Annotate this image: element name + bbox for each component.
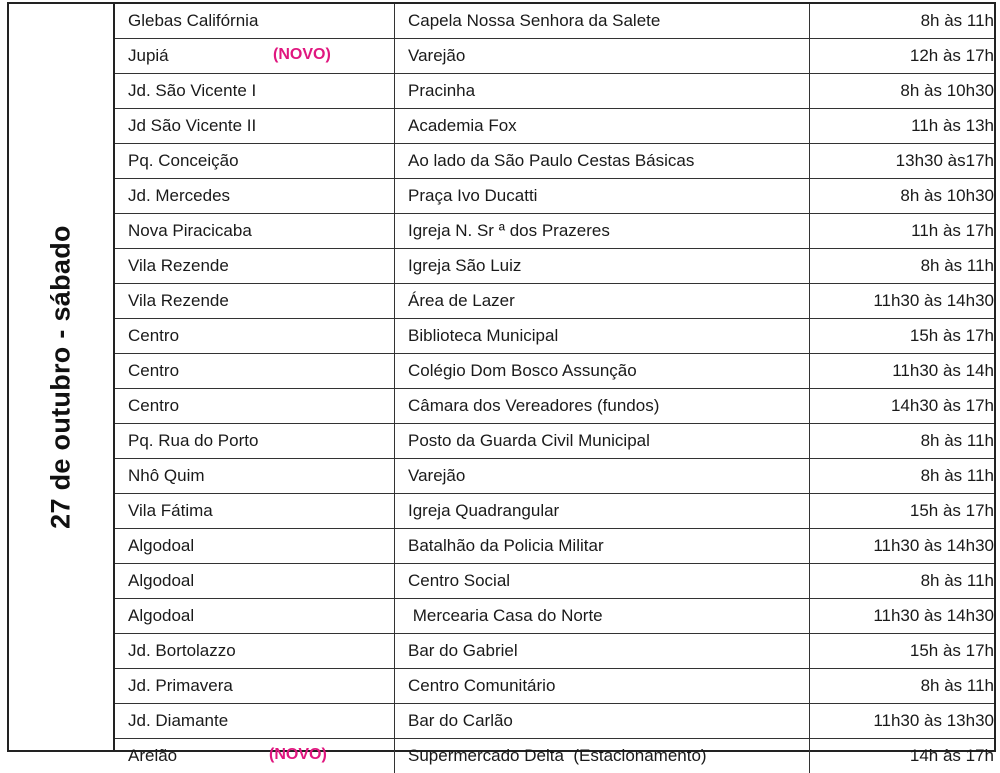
local-cell: Centro Social	[395, 564, 810, 599]
horario-cell: 8h às 11h	[810, 669, 995, 704]
bairro-name: Vila Rezende	[128, 291, 229, 311]
bairro-cell	[115, 669, 395, 704]
bairro-name: Centro	[128, 326, 179, 346]
local-cell: Igreja N. Sr ª dos Prazeres	[395, 214, 810, 249]
table-row	[115, 109, 994, 144]
bairro-cell	[115, 39, 395, 74]
table-row	[115, 389, 994, 424]
bairro-name: Algodoal	[128, 536, 194, 556]
table-row	[115, 354, 994, 389]
bairro-name: Vila Rezende	[128, 256, 229, 276]
bairro-cell	[115, 4, 395, 39]
bairro-cell	[115, 599, 395, 634]
horario-cell: 11h30 às 14h30	[810, 284, 995, 319]
bairro-name: Algodoal	[128, 606, 194, 626]
bairro-cell	[115, 424, 395, 459]
local-cell: Praça Ivo Ducatti	[395, 179, 810, 214]
bairro-name: Nhô Quim	[128, 466, 205, 486]
table-row	[115, 144, 994, 179]
local-cell: Capela Nossa Senhora da Salete	[395, 4, 810, 39]
local-cell: Bar do Gabriel	[395, 634, 810, 669]
bairro-name: Areião	[128, 746, 177, 766]
table-row	[115, 39, 994, 74]
local-cell: Ao lado da São Paulo Cestas Básicas	[395, 144, 810, 179]
bairro-cell	[115, 74, 395, 109]
day-cell	[9, 4, 115, 750]
horario-cell: 15h às 17h	[810, 319, 995, 354]
bairro-cell	[115, 634, 395, 669]
horario-cell: 8h às 11h	[810, 459, 995, 494]
table-row	[115, 669, 994, 704]
bairro-cell	[115, 109, 395, 144]
local-cell: Igreja Quadrangular	[395, 494, 810, 529]
horario-cell: 11h30 às 14h30	[810, 599, 995, 634]
local-cell: Centro Comunitário	[395, 669, 810, 704]
table-row	[115, 284, 994, 319]
bairro-cell	[115, 494, 395, 529]
bairro-cell	[115, 249, 395, 284]
horario-cell: 8h às 10h30	[810, 179, 995, 214]
bairro-cell	[115, 459, 395, 494]
table-row	[115, 4, 994, 39]
horario-cell: 11h às 17h	[810, 214, 995, 249]
horario-cell: 11h30 às 14h	[810, 354, 995, 389]
local-cell: Academia Fox	[395, 109, 810, 144]
local-cell: Câmara dos Vereadores (fundos)	[395, 389, 810, 424]
horario-cell: 11h30 às 13h30	[810, 704, 995, 739]
bairro-name: Centro	[128, 361, 179, 381]
local-cell: Posto da Guarda Civil Municipal	[395, 424, 810, 459]
bairro-cell	[115, 179, 395, 214]
bairro-name: Nova Piracicaba	[128, 221, 252, 241]
local-cell: Varejão	[395, 39, 810, 74]
horario-cell: 8h às 11h	[810, 4, 995, 39]
bairro-name: Jd. Diamante	[128, 711, 228, 731]
bairro-cell	[115, 214, 395, 249]
horario-cell: 8h às 11h	[810, 564, 995, 599]
table-row	[115, 704, 994, 739]
table-row	[115, 459, 994, 494]
bairro-cell	[115, 144, 395, 179]
table-row	[115, 564, 994, 599]
horario-cell: 8h às 10h30	[810, 74, 995, 109]
bairro-name: Algodoal	[128, 571, 194, 591]
bairro-name: Vila Fátima	[128, 501, 213, 521]
schedule-table	[115, 4, 994, 773]
bairro-name: Jd. Bortolazzo	[128, 641, 236, 661]
local-cell: Varejão	[395, 459, 810, 494]
bairro-cell	[115, 529, 395, 564]
local-cell: Igreja São Luiz	[395, 249, 810, 284]
bairro-name: Jd. São Vicente I	[128, 81, 256, 101]
horario-cell: 8h às 11h	[810, 249, 995, 284]
bairro-name: Glebas Califórnia	[128, 11, 258, 31]
bairro-name: Jupiá	[128, 46, 169, 66]
local-cell: Colégio Dom Bosco Assunção	[395, 354, 810, 389]
schedule-rows	[115, 4, 994, 773]
table-row	[115, 179, 994, 214]
bairro-cell	[115, 389, 395, 424]
schedule-frame	[7, 2, 996, 752]
table-row	[115, 319, 994, 354]
horario-cell: 11h às 13h	[810, 109, 995, 144]
bairro-name: Jd São Vicente II	[128, 116, 256, 136]
bairro-cell	[115, 319, 395, 354]
novo-badge: (NOVO)	[269, 746, 327, 764]
local-cell: Pracinha	[395, 74, 810, 109]
bairro-cell	[115, 284, 395, 319]
local-cell: Área de Lazer	[395, 284, 810, 319]
local-cell: Supermercado Delta (Estacionamento)	[395, 739, 810, 773]
bairro-name: Pq. Conceição	[128, 151, 239, 171]
table-row	[115, 529, 994, 564]
bairro-cell	[115, 354, 395, 389]
table-row	[115, 494, 994, 529]
bairro-cell	[115, 564, 395, 599]
horario-cell: 15h às 17h	[810, 494, 995, 529]
bairro-name: Pq. Rua do Porto	[128, 431, 258, 451]
horario-cell: 8h às 11h	[810, 424, 995, 459]
bairro-name: Jd. Mercedes	[128, 186, 230, 206]
horario-cell: 15h às 17h	[810, 634, 995, 669]
table-row	[115, 249, 994, 284]
local-cell: Bar do Carlão	[395, 704, 810, 739]
horario-cell: 14h30 às 17h	[810, 389, 995, 424]
day-label: 27 de outubro - sábado	[46, 225, 77, 529]
local-cell: Mercearia Casa do Norte	[395, 599, 810, 634]
horario-cell: 11h30 às 14h30	[810, 529, 995, 564]
table-row	[115, 599, 994, 634]
horario-cell: 13h30 às17h	[810, 144, 995, 179]
table-row	[115, 74, 994, 109]
horario-cell: 14h às 17h	[810, 739, 995, 773]
bairro-name: Centro	[128, 396, 179, 416]
table-row	[115, 214, 994, 249]
horario-cell: 12h às 17h	[810, 39, 995, 74]
table-row	[115, 424, 994, 459]
bairro-name: Jd. Primavera	[128, 676, 233, 696]
bairro-cell	[115, 704, 395, 739]
local-cell: Batalhão da Policia Militar	[395, 529, 810, 564]
novo-badge: (NOVO)	[273, 46, 331, 64]
table-row	[115, 634, 994, 669]
local-cell: Biblioteca Municipal	[395, 319, 810, 354]
